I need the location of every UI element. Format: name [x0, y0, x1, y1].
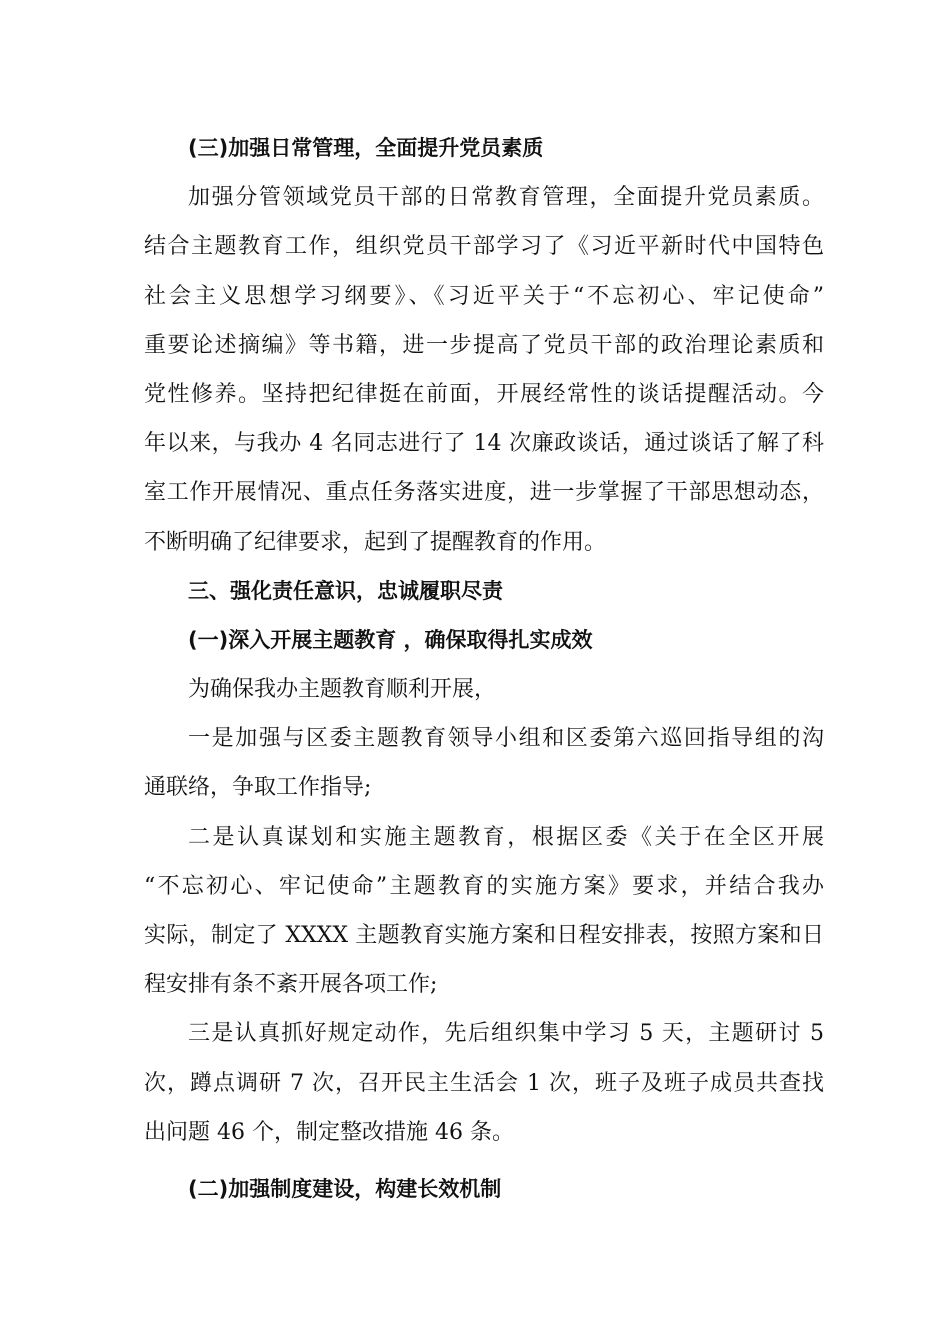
paragraph-line: “不忘初心、牢记使命”主题教育的实施方案》要求，并结合我办	[144, 873, 824, 899]
paragraph-line: 二是认真谋划和实施主题教育，根据区委《关于在全区开展	[188, 824, 824, 850]
paragraph-line: 加强分管领域党员干部的日常教育管理，全面提升党员素质。	[188, 185, 824, 211]
paragraph-line: 出问题 46 个，制定整改措施 46 条。	[144, 1119, 514, 1145]
paragraph-line: 通联络，争取工作指导;	[144, 775, 372, 801]
paragraph-line: 社会主义思想学习纲要》、《习近平关于“不忘初心、牢记使命”	[144, 283, 824, 309]
spacer	[144, 1157, 824, 1165]
section-heading-three-responsibility: 三、强化责任意识，忠诚履职尽责	[188, 578, 503, 603]
section-heading-2-system: (二)加强制度建设，构建长效机制	[188, 1176, 502, 1201]
section-heading-1-education: (一)深入开展主题教育 ，确保取得扎实成效	[188, 627, 593, 652]
document-body	[144, 124, 824, 1214]
paragraph-line: 重要论述摘编》等书籍，进一步提高了党员干部的政治理论素质和	[144, 332, 824, 358]
paragraph-line: 程安排有条不紊开展各项工作;	[144, 972, 438, 998]
paragraph-line: 一是加强与区委主题教育领导小组和区委第六巡回指导组的沟	[188, 726, 824, 752]
section-heading-3-management: (三)加强日常管理，全面提升党员素质	[188, 136, 544, 160]
paragraph-line: 实际，制定了 XXXX 主题教育实施方案和日程安排表，按照方案和日	[144, 923, 824, 948]
paragraph-line: 三是认真抓好规定动作，先后组织集中学习 5 天，主题研讨 5	[188, 1021, 824, 1047]
paragraph-line: 次，蹲点调研 7 次，召开民主生活会 1 次，班子及班子成员共查找	[144, 1070, 824, 1096]
paragraph-line: 不断明确了纪律要求，起到了提醒教育的作用。	[144, 529, 607, 555]
paragraph-line: 结合主题教育工作，组织党员干部学习了《习近平新时代中国特色	[144, 234, 824, 260]
paragraph-line: 年以来，与我办 4 名同志进行了 14 次廉政谈话，通过谈话了解了科	[144, 431, 824, 457]
paragraph-line: 室工作开展情况、重点任务落实进度，进一步掌握了干部思想动态，	[144, 480, 824, 506]
paragraph-line: 为确保我办主题教育顺利开展，	[188, 677, 497, 703]
paragraph-line: 党性修养。坚持把纪律挺在前面，开展经常性的谈话提醒活动。今	[144, 381, 824, 407]
